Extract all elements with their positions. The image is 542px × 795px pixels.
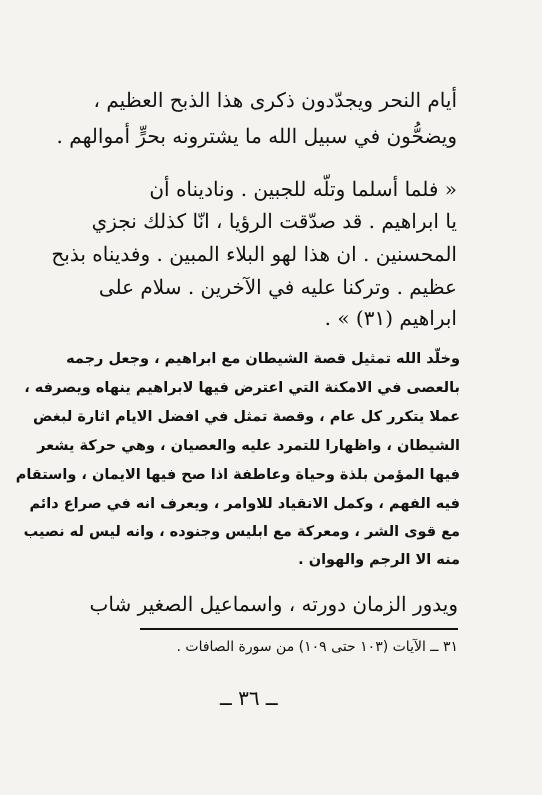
footnote-separator [140, 628, 458, 630]
closing-line: ويدور الزمان دورته ، واسماعيل الصغير شاب [89, 592, 458, 616]
commentary-line-8: منه الا الرجم والهوان . [298, 552, 460, 568]
quote-line-2: يا ابراهيم . قد صدّقت الرؤيا ، انّا كذلك نجزي [91, 209, 457, 233]
commentary-line-1: وخلّد الله تمثيل قصة الشيطان مع ابراهيم ، وجعل رجمه [66, 351, 460, 367]
paragraph-1-line-2: ويضحُّون في سبيل الله ما يشترونه بحرٍّ أموالهم . [56, 124, 457, 148]
quote-line-4: عظيم . وتركنا عليه في الآخرين . سلام على [98, 275, 457, 299]
quote-line-5: ابراهيم (٣١) » . [324, 306, 457, 330]
commentary-line-7: مع قوى الشر ، ومعركة مع ابليس وجنوده ، وانه ليس له نصيب [23, 524, 460, 540]
commentary-line-5: فيها المؤمن بلذة وحياة وعاطفة اذا صح فيها الايمان ، واستقام [15, 467, 460, 483]
page-number: ــ ٣٦ ــ [220, 686, 278, 710]
quote-line-1: « فلما أسلما وتلّه للجبين . وناديناه أن [149, 177, 457, 201]
commentary-line-6: فيه الفهم ، وكمل الانقياد للاوامر ، ويعرف انه في صراع دائم [29, 496, 460, 512]
commentary-line-2: بالعصى في الامكنة التي اعترض فيها لابراهيم ينهاه ويصرفه ، [24, 380, 460, 396]
commentary-line-3: عملا يتكرر كل عام ، وقصة تمثل في افضل الايام اثارة لبغض [32, 409, 460, 425]
footnote: ٣١ ــ الآيات (١٠٣ حتى ١٠٩) من سورة الصافات . [176, 639, 458, 655]
commentary-line-4: الشيطان ، واظهارا للتمرد عليه والعصيان ، وهي حركة يشعر [37, 438, 460, 454]
quote-line-3: المحسنين . ان هذا لهو البلاء المبين . وفديناه بذبح [51, 242, 457, 266]
paragraph-1-line-1: أيام النحر ويجدّدون ذكرى هذا الذبح العظيم ، [93, 88, 457, 112]
